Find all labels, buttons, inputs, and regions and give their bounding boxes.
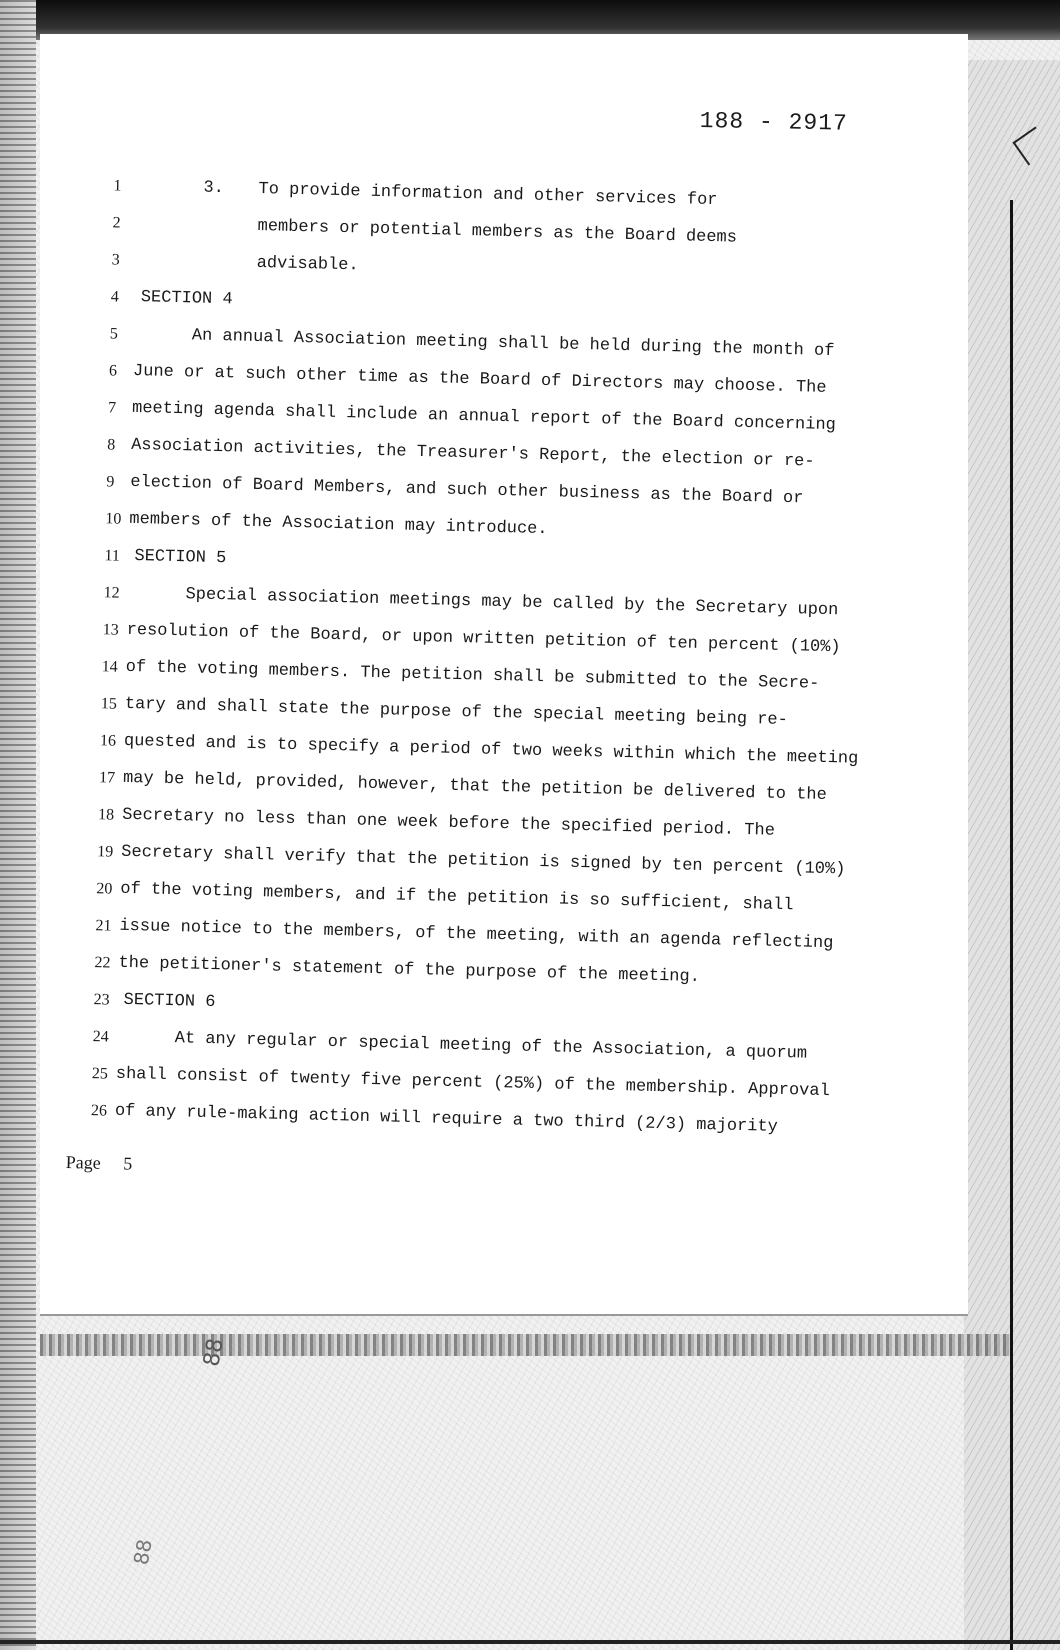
scan-right-rule: [1010, 200, 1013, 1650]
line-text: members of the Association may introduce.: [129, 509, 548, 540]
line-number: 5: [109, 325, 119, 343]
line-number: 19: [97, 843, 114, 861]
section-heading: SECTION 6: [123, 990, 216, 1013]
line-number: 12: [103, 584, 120, 602]
scan-left-edge: [0, 0, 36, 1650]
scan-stamp: 88: [199, 1336, 229, 1369]
section-heading: SECTION 5: [134, 547, 227, 569]
line-number: 6: [108, 362, 118, 380]
scan-bottom-rule: [0, 1640, 1060, 1644]
page-label: Page: [65, 1152, 101, 1173]
line-number: 20: [96, 880, 113, 898]
document-number: 188 - 2917: [699, 108, 849, 137]
line-number: 17: [98, 769, 116, 787]
sheet-bottom-shadow: [40, 1334, 1010, 1356]
line-number: 16: [99, 732, 117, 750]
line-number: 15: [100, 695, 118, 713]
line-text: election of Board Members, and such other business as the Board or: [130, 472, 804, 509]
page-number: 5: [122, 1153, 133, 1174]
line-number: 13: [102, 621, 119, 639]
line-number: 3: [111, 251, 120, 269]
line-text: shall consist of twenty five percent (25%) of the membership. Approval: [115, 1064, 830, 1102]
line-number: 8: [106, 436, 116, 454]
line-text: quested and is to specify a period of two weeks within which the meeting: [123, 731, 859, 769]
line-number: 18: [97, 806, 115, 824]
line-number: 14: [101, 658, 118, 676]
line-number: 24: [92, 1028, 109, 1046]
line-text: At any regular or special meeting of the Association, a quorum: [174, 1029, 808, 1064]
line-text: advisable.: [256, 253, 359, 276]
line-number: 21: [95, 917, 112, 935]
page-footer: [65, 1152, 150, 1175]
line-number: 26: [90, 1102, 108, 1120]
line-number: 22: [94, 954, 111, 972]
line-number: 4: [110, 288, 120, 306]
line-number: 9: [106, 473, 115, 491]
line-number: 23: [93, 991, 110, 1009]
line-number: 1: [113, 177, 122, 195]
line-text: meeting agenda shall include an annual report of the Board concerning: [131, 398, 837, 436]
line-text: the petitioner's statement of the purpose of the meeting.: [118, 953, 701, 987]
line-text: June or at such other time as the Board of Directors may choose. The: [132, 361, 827, 398]
list-item-number: 3.: [203, 178, 225, 199]
line-text: issue notice to the members, of the meeting, with an agenda reflecting: [119, 916, 834, 954]
line-text: of the voting members. The petition shall be submitted to the Secre-: [125, 657, 820, 694]
line-text: of any rule-making action will require a two third (2/3) majority: [114, 1101, 779, 1137]
line-text: Secretary shall verify that the petition is signed by ten percent (10%): [121, 842, 846, 880]
section-heading: SECTION 4: [140, 288, 233, 310]
line-number: 7: [107, 399, 117, 417]
scan-stamp: 88: [128, 1537, 157, 1567]
line-number: 2: [112, 214, 121, 232]
line-text: An annual Association meeting shall be held during the month of: [191, 326, 835, 362]
line-number: 10: [105, 510, 122, 528]
line-text: Special association meetings may be called by the Secretary upon: [185, 585, 839, 621]
line-text: Secretary no less than one week before the specified period. The: [121, 805, 776, 841]
line-text: resolution of the Board, or upon written petition of ten percent (10%): [126, 620, 841, 658]
line-number: 25: [91, 1065, 109, 1083]
line-text: tary and shall state the purpose of the special meeting being re-: [124, 694, 789, 731]
line-text: of the voting members, and if the petition is so sufficient, shall: [120, 879, 794, 916]
document-body: [32, 166, 955, 1150]
line-text: To provide information and other services for: [258, 179, 718, 211]
line-text: members or potential members as the Board deems: [257, 216, 738, 248]
line-number: 11: [104, 547, 121, 565]
line-text: Association activities, the Treasurer's Report, the election or re-: [130, 435, 815, 472]
line-text: may be held, provided, however, that the petition be delivered to the: [122, 768, 828, 806]
